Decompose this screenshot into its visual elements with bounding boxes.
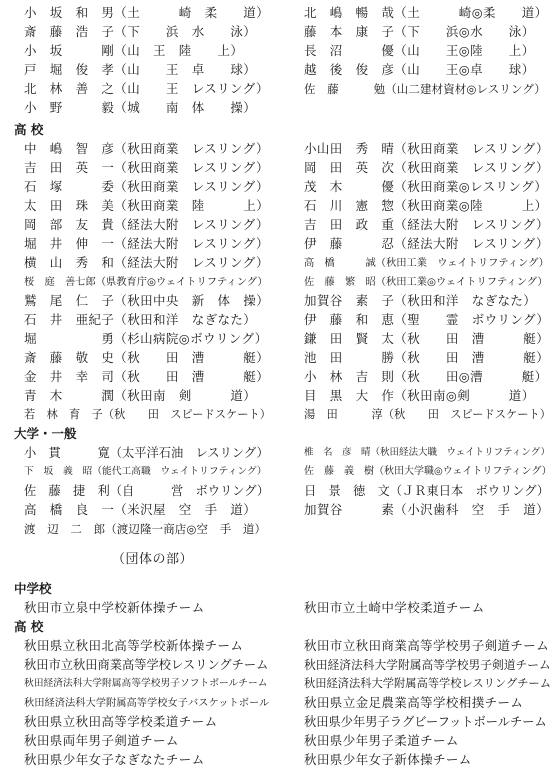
group-hs-left: 秋田県両年男子剣道チーム	[24, 733, 179, 748]
group-hs-right: 秋田市立秋田商業高等学校男子剣道チーム	[304, 638, 550, 653]
group-hs-right: 秋田経済法科大学附属高等学校レスリングチーム	[304, 677, 551, 690]
entry-hs-left: 金 井 幸 司（秋 田 漕 艇）	[24, 369, 270, 384]
entry-top-left-5: 北 林 善 之（山 王 レスリング）	[24, 81, 269, 96]
entry-top-left-1: 小 坂 和 男（土 崎 柔 道）	[24, 5, 270, 20]
entry-uni-right: 椎 名 彦 晴（秋田経法大職 ウェイトリフティング）	[304, 447, 550, 458]
entry-hs-right: 小山田 秀 晴（秋田商業 レスリング）	[304, 141, 549, 156]
entry-uni-left: 高 橋 良 一（米沢屋 空 手 道）	[24, 502, 257, 517]
group-hs-left: 秋田経済法科大学附属高等学校女子バスケットボール	[24, 697, 270, 709]
entry-hs-right: 鎌 田 賢 太（秋 田 漕 艇）	[304, 331, 550, 346]
entry-top-right-1: 北 嶋 暢 哉（土 崎◎柔 道）	[304, 5, 548, 20]
entry-top-left-2: 斎 藤 浩 子（下 浜 水 泳）	[24, 24, 257, 39]
entry-hs-left: 若 林 育 子（秋 田 スピードスケート）	[24, 408, 271, 421]
entry-hs-left: 堀 勇（杉山病院◎ボウリング）	[24, 331, 268, 346]
entry-top-left-6: 小 野 毅（城 南 体 操）	[24, 100, 257, 115]
entry-hs-left: 石 井 亜紀子（秋田和洋 なぎなた）	[24, 312, 257, 327]
entry-top-right-5: 佐 藤 勉（山二建材資材◎レスリング）	[304, 82, 546, 96]
entry-uni-right: 加賀谷 素（小沢歯科 空 手 道）	[304, 502, 550, 517]
entry-hs-left: 青 木 潤（秋田南 剣 道）	[24, 388, 257, 403]
entry-top-left-4: 戸 堀 俊 孝（山 王 卓 球）	[24, 62, 257, 77]
entry-uni-left: 小 貫 寛（太平洋石油 レスリング）	[24, 446, 269, 460]
entry-hs-right: 池 田 勝（秋 田 漕 艇）	[304, 350, 550, 365]
entry-hs-right: 石 川 憲 惣（秋田商業◎陸 上）	[304, 198, 548, 213]
entry-hs-left: 岡 部 友 貴（経法大附 レスリング）	[24, 217, 269, 232]
group-hs-right: 秋田県少年男子ラグビーフットボールチーム	[304, 715, 547, 729]
group-hs-left: 秋田経済法科大学附属高等学校男子ソフトボールチーム	[24, 678, 268, 689]
group-hs-left: 秋田県立秋田高等学校柔道チーム	[24, 714, 218, 729]
group-hs-left: 秋田市立秋田商業高等学校レスリングチーム	[24, 658, 269, 672]
entry-hs-right: 伊 藤 忍（経法大附 レスリング）	[304, 236, 549, 251]
entry-top-right-4: 越 後 俊 彦（山 王◎卓 球）	[304, 62, 535, 77]
entry-hs-right: 高 橋 誠（秋田工業 ウェイトリフティング）	[304, 257, 549, 269]
entry-top-right-3: 長 沼 優（山 王◎陸 上）	[304, 43, 535, 58]
group-junior-right: 秋田市立土崎中学校柔道チーム	[304, 600, 485, 615]
entry-hs-left: 横 山 秀 和（経法大附 レスリング）	[24, 255, 269, 270]
entry-top-right-2: 藤 本 康 子（下 浜◎水 泳）	[304, 24, 535, 39]
entry-hs-right: 目 黒 大 作（秋田南◎剣 道）	[304, 388, 535, 403]
section-heading-high-school: 高 校	[14, 122, 44, 137]
entry-hs-left: 石 塚 委（秋田商業 レスリング）	[24, 179, 269, 194]
entry-hs-right: 小 林 吉 則（秋 田◎漕 艇）	[304, 369, 548, 384]
entry-hs-right: 湯 田 淳（秋 田 スピードスケート）	[304, 408, 551, 421]
entry-hs-left: 鷲 尾 仁 子（秋田中央 新 体 操）	[24, 293, 270, 308]
group-hs-right: 秋田経済法科大学附属高等学校男子剣道チーム	[304, 658, 551, 672]
entry-uni-right: 佐 藤 義 樹（秋田大学職◎ウェイトリフティング）	[304, 466, 552, 477]
entry-hs-right: 岡 田 英 次（秋田商業 レスリング）	[304, 160, 549, 175]
group-junior-left: 秋田市立泉中学校新体操チーム	[24, 600, 205, 615]
section-heading-university: 大学・一般	[14, 426, 77, 441]
entry-uni-left: 下 坂 義 昭（能代工高職 ウェイトリフティング）	[24, 466, 267, 477]
entry-hs-right: 佐 藤 繁 昭（秋田工業◎ウェイトリフティング）	[304, 276, 548, 288]
entry-hs-right: 吉 田 政 重（経法大附 レスリング）	[304, 217, 549, 232]
group-hs-left: 秋田県少年女子なぎなたチーム	[24, 752, 205, 767]
group-hs-right: 秋田県少年男子柔道チーム	[304, 733, 459, 748]
section-heading-junior-high: 中学校	[14, 581, 52, 596]
group-section-title: （団体の部）	[112, 552, 194, 567]
group-hs-right: 秋田県少年女子新体操チーム	[304, 752, 472, 767]
entry-hs-left: 堀 井 伸 一（経法大附 レスリング）	[24, 236, 269, 251]
entry-hs-right: 加賀谷 素 子（秋田和洋 なぎなた）	[304, 293, 537, 308]
entry-uni-left: 佐 藤 捷 利（自 営 ボウリング）	[24, 484, 270, 498]
entry-hs-left: 太 田 珠 美（秋田商業 陸 上）	[24, 198, 270, 213]
section-heading-group-high-school: 高 校	[14, 619, 44, 634]
entry-hs-right: 伊 藤 和 恵（聖 霊 ボウリング）	[304, 312, 550, 327]
entry-uni-right: 日 景 徳 文（ＪＲ東日本 ボウリング）	[304, 484, 550, 498]
group-hs-right: 秋田県立金足農業高等学校相撲チーム	[304, 695, 524, 710]
group-hs-left: 秋田県立秋田北高等学校新体操チーム	[24, 638, 244, 653]
entry-hs-left: 斎 藤 敬 史（秋 田 漕 艇）	[24, 350, 270, 365]
entry-hs-left: 桜 庭 善七郎（県教育庁◎ウェイトリフティング）	[24, 276, 268, 288]
entry-hs-left: 中 嶋 智 彦（秋田商業 レスリング）	[24, 141, 269, 156]
entry-top-left-3: 小 坂 剛（山 王 陸 上）	[24, 43, 244, 58]
entry-uni-left: 渡 辺 二 郎（渡辺隆一商店◎空 手 道）	[24, 522, 267, 536]
entry-hs-right: 茂 木 優（秋田商業◎レスリング）	[304, 179, 548, 194]
entry-hs-left: 吉 田 英 一（秋田商業 レスリング）	[24, 160, 269, 175]
